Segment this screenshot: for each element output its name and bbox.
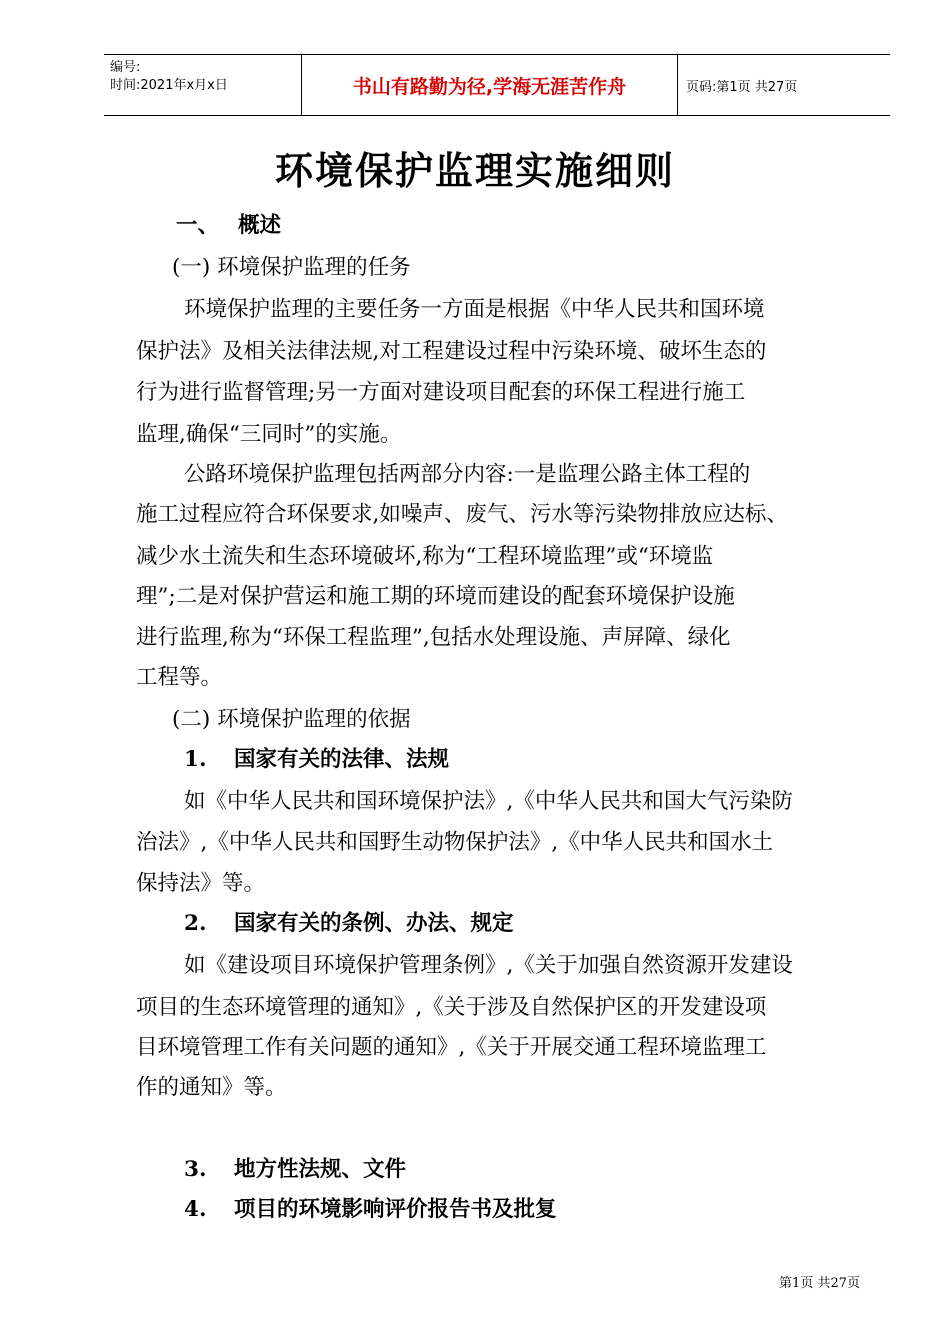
list-number: 3. [184,1157,207,1182]
paragraph-line: 减少水土流失和生态环境破坏,称为“工程环境监理”或“环境监 [136,544,714,569]
section-number: 一、 [176,213,220,238]
list-title: 国家有关的条例、办法、规定 [234,911,514,936]
page-header [104,54,890,116]
paragraph-line: 行为进行监督管理;另一方面对建设项目配套的环保工程进行施工 [136,380,746,405]
header-meta [104,55,302,115]
paragraph-line: 施工过程应符合环保要求,如噪声、废气、污水等污染物排放应达标、 [136,502,788,527]
list-number: 4. [184,1197,207,1222]
paragraph-line: 理”;二是对保护营运和施工期的环境而建设的配套环境保护设施 [136,584,735,609]
list-heading-laws [184,742,449,773]
document-date: 时间:2021年x月x日 [110,78,228,93]
paragraph-line: 保护法》及相关法律法规,对工程建设过程中污染环境、破坏生态的 [136,339,767,364]
header-motto: 书山有路勤为径,学海无涯苦作舟 [302,55,678,115]
list-number: 1. [184,747,207,772]
list-heading-regulations [184,906,514,937]
paragraph-line: 工程等。 [136,665,223,690]
section-heading-overview [176,208,281,239]
list-heading-local-regulations [184,1152,406,1183]
paragraph-line: 项目的生态环境管理的通知》,《关于涉及自然保护区的开发建设项 [136,995,767,1020]
paragraph-line: 保持法》等。 [136,871,266,896]
header-page-info: 页码:第1页 共27页 [686,79,798,95]
page-footer: 第1页 共27页 [779,1276,860,1291]
list-title: 国家有关的法律、法规 [234,747,450,772]
document-number-label: 编号: [110,60,141,75]
paragraph-line: 环境保护监理的主要任务一方面是根据《中华人民共和国环境 [184,297,765,322]
subsection-heading-tasks: (一) 环境保护监理的任务 [172,255,411,280]
section-title: 概述 [238,213,282,238]
list-title: 项目的环境影响评价报告书及批复 [234,1197,557,1222]
paragraph-line: 进行监理,称为“环保工程监理”,包括水处理设施、声屏障、绿化 [136,625,731,650]
paragraph-line: 公路环境保护监理包括两部分内容:一是监理公路主体工程的 [184,462,751,487]
paragraph-line: 如《建设项目环境保护管理条例》,《关于加强自然资源开发建设 [184,953,793,978]
subsection-heading-basis: (二) 环境保护监理的依据 [172,707,411,732]
paragraph-line: 作的通知》等。 [136,1075,287,1100]
document-title: 环境保护监理实施细则 [274,148,675,193]
list-number: 2. [184,911,207,936]
paragraph-line: 治法》,《中华人民共和国野生动物保护法》,《中华人民共和国水土 [136,830,774,855]
list-heading-eia-report [184,1192,557,1223]
paragraph-line: 目环境管理工作有关问题的通知》,《关于开展交通工程环境监理工 [136,1035,767,1060]
list-title: 地方性法规、文件 [234,1157,407,1182]
paragraph-line: 如《中华人民共和国环境保护法》,《中华人民共和国大气污染防 [184,789,793,814]
paragraph-line: 监理,确保“三同时”的实施。 [136,422,402,447]
